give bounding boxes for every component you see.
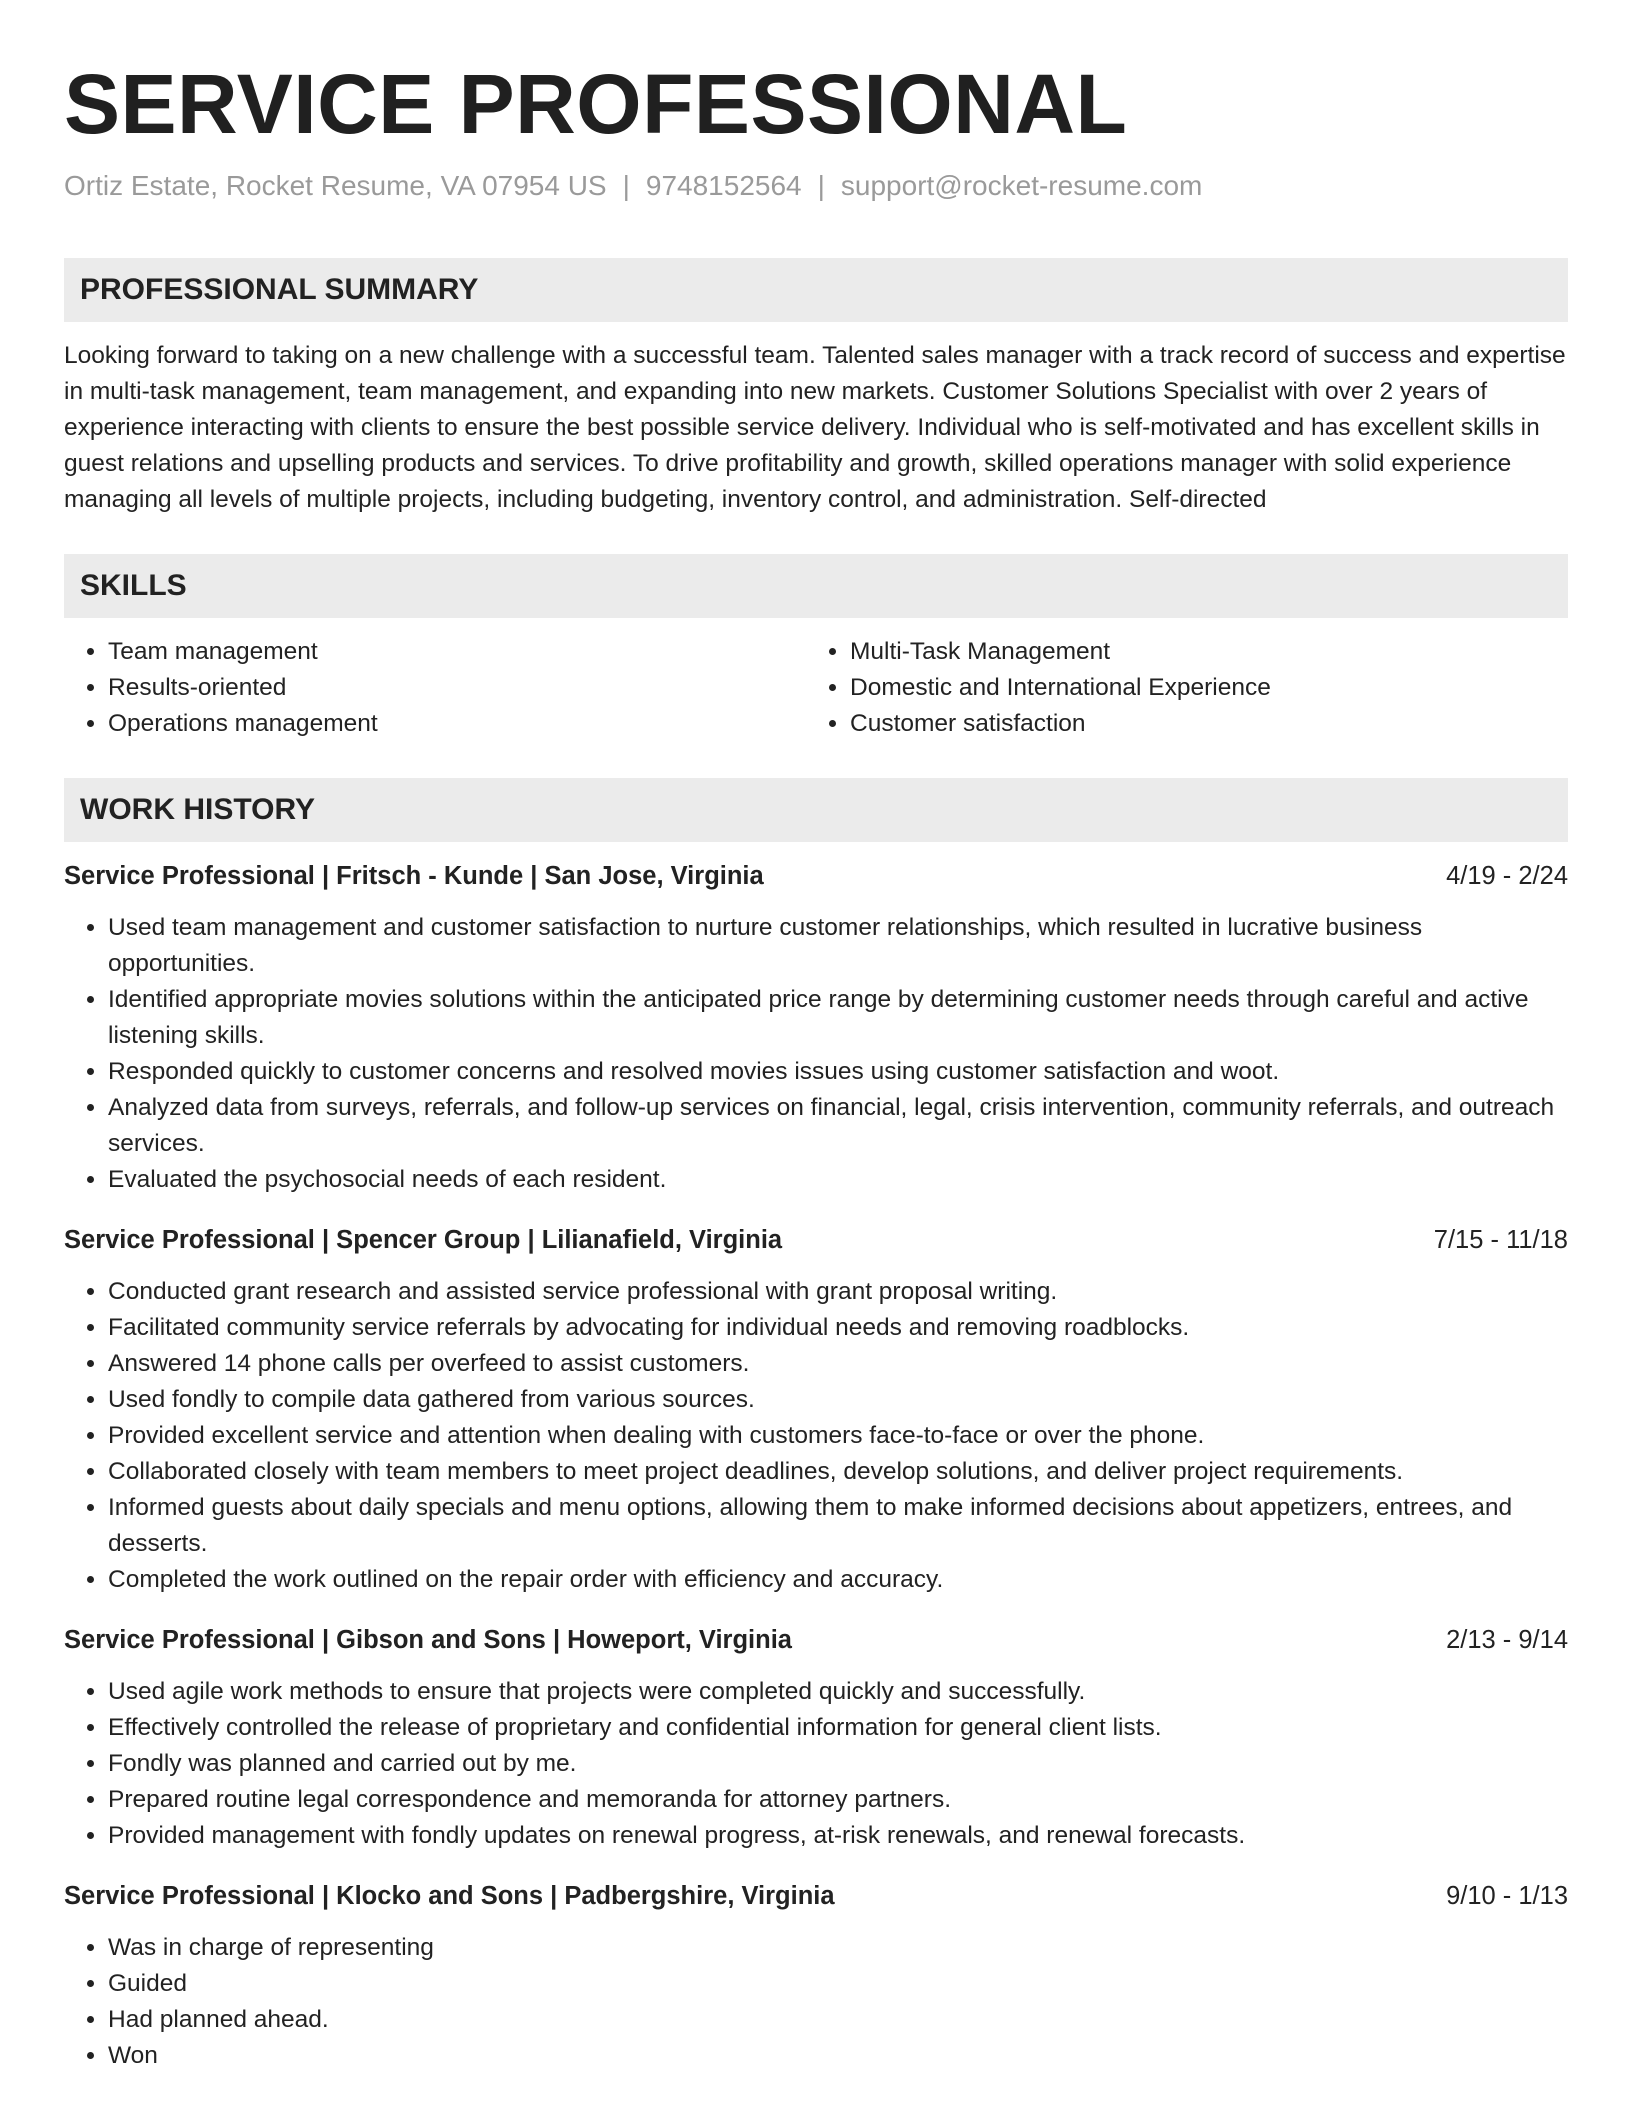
- job-title: Service Professional | Spencer Group | Lilianafield, Virginia: [64, 1226, 783, 1254]
- summary-text: Looking forward to taking on a new challenge with a successful team. Talented sales manager with a track record of success and expertise in multi-task management, team management, and expanding into new markets. Customer Solutions Specialist with over 2 years of experience interacting with clients to ensure the best possible service delivery. Individual who is self-motivated and has excellent skills in guest relations and upselling products and services. To drive profitability and growth, skilled operations manager with solid experience managing all levels of multiple projects, including budgeting, inventory control, and administration. Self-directed: [64, 342, 1566, 513]
- job-entry: [64, 1622, 1568, 1854]
- contact-email: support@rocket-resume.com: [840, 170, 1203, 201]
- job-bullet: • Provided management with fondly updates on renewal progress, at-risk renewals, and renewal forecasts.: [108, 1818, 1568, 1854]
- work-history-section-header: [64, 778, 1568, 842]
- skills-heading: SKILLS: [80, 569, 187, 602]
- summary-section-header: [64, 258, 1568, 322]
- skill-item: • Multi-Task Management: [850, 634, 1548, 670]
- skills-list: [64, 634, 1568, 742]
- job-bullet: • Analyzed data from surveys, referrals, and follow-up services on financial, legal, crisis intervention, community referrals, and outreach services.: [108, 1090, 1568, 1162]
- job-bullet: • Provided excellent service and attention when dealing with customers face-to-face or over the phone.: [108, 1418, 1568, 1454]
- contact-phone: 9748152564: [645, 170, 802, 201]
- job-bullets: [64, 1274, 1568, 1598]
- job-bullet: • Guided: [108, 1966, 1568, 2002]
- job-bullet: • Facilitated community service referrals by advocating for individual needs and removing roadblocks.: [108, 1310, 1568, 1346]
- skill-item: • Team management: [108, 634, 806, 670]
- job-bullet: • Informed guests about daily specials and menu options, allowing them to make informed decisions about appetizers, entrees, and desserts.: [108, 1490, 1568, 1562]
- job-dates: 7/15 - 11/18: [1433, 1226, 1568, 1254]
- job-header: [64, 1622, 1568, 1658]
- job-bullets: [64, 1930, 1568, 2074]
- job-header: [64, 858, 1568, 894]
- job-bullet: • Was in charge of representing: [108, 1930, 1568, 1966]
- job-bullet: • Effectively controlled the release of proprietary and confidential information for general client lists.: [108, 1710, 1568, 1746]
- job-header: [64, 1222, 1568, 1258]
- job-bullet: • Responded quickly to customer concerns and resolved movies issues using customer satisfaction and woot.: [108, 1054, 1568, 1090]
- job-bullet: • Used team management and customer satisfaction to nurture customer relationships, which resulted in lucrative business opportunities.: [108, 910, 1568, 982]
- skill-item: • Results-oriented: [108, 670, 806, 706]
- job-bullet: • Had planned ahead.: [108, 2002, 1568, 2038]
- job-dates: 2/13 - 9/14: [1446, 1626, 1568, 1654]
- job-bullet: • Conducted grant research and assisted service professional with grant proposal writing.: [108, 1274, 1568, 1310]
- job-bullet: • Won: [108, 2038, 1568, 2074]
- job-entry: [64, 858, 1568, 1198]
- skill-item: • Operations management: [108, 706, 806, 742]
- skills-column-right: [806, 634, 1548, 742]
- job-dates: 9/10 - 1/13: [1446, 1882, 1568, 1910]
- job-dates: 4/19 - 2/24: [1446, 862, 1568, 890]
- candidate-name: SERVICE PROFESSIONAL: [64, 57, 1128, 151]
- skill-item: • Domestic and International Experience: [850, 670, 1548, 706]
- job-bullets: [64, 1674, 1568, 1854]
- job-bullet: • Used fondly to compile data gathered from various sources.: [108, 1382, 1568, 1418]
- job-bullet: • Prepared routine legal correspondence and memoranda for attorney partners.: [108, 1782, 1568, 1818]
- job-bullets: [64, 910, 1568, 1198]
- work-history-heading: WORK HISTORY: [80, 793, 316, 826]
- contact-separator: |: [817, 170, 825, 201]
- contact-address: Ortiz Estate, Rocket Resume, VA 07954 US: [64, 170, 607, 201]
- skills-section-header: [64, 554, 1568, 618]
- job-bullet: • Fondly was planned and carried out by me.: [108, 1746, 1568, 1782]
- job-bullet: • Answered 14 phone calls per overfeed to assist customers.: [108, 1346, 1568, 1382]
- job-bullet: • Completed the work outlined on the repair order with efficiency and accuracy.: [108, 1562, 1568, 1598]
- contact-separator: |: [622, 170, 630, 201]
- job-title: Service Professional | Klocko and Sons | Padbergshire, Virginia: [64, 1882, 835, 1910]
- job-bullet: • Collaborated closely with team members to meet project deadlines, develop solutions, and deliver project requirements.: [108, 1454, 1568, 1490]
- job-bullet: • Identified appropriate movies solutions within the anticipated price range by determining customer needs through careful and active listening skills.: [108, 982, 1568, 1054]
- job-header: [64, 1878, 1568, 1914]
- job-entry: [64, 1222, 1568, 1598]
- skill-item: • Customer satisfaction: [850, 706, 1548, 742]
- job-title: Service Professional | Fritsch - Kunde | San Jose, Virginia: [64, 862, 764, 890]
- job-bullet: • Used agile work methods to ensure that projects were completed quickly and successfully.: [108, 1674, 1568, 1710]
- job-title: Service Professional | Gibson and Sons | Howeport, Virginia: [64, 1626, 792, 1654]
- job-entry: [64, 1878, 1568, 2074]
- summary-heading: PROFESSIONAL SUMMARY: [80, 273, 479, 306]
- contact-line: [64, 166, 1568, 206]
- job-bullet: • Evaluated the psychosocial needs of each resident.: [108, 1162, 1568, 1198]
- skills-column-left: [64, 634, 806, 742]
